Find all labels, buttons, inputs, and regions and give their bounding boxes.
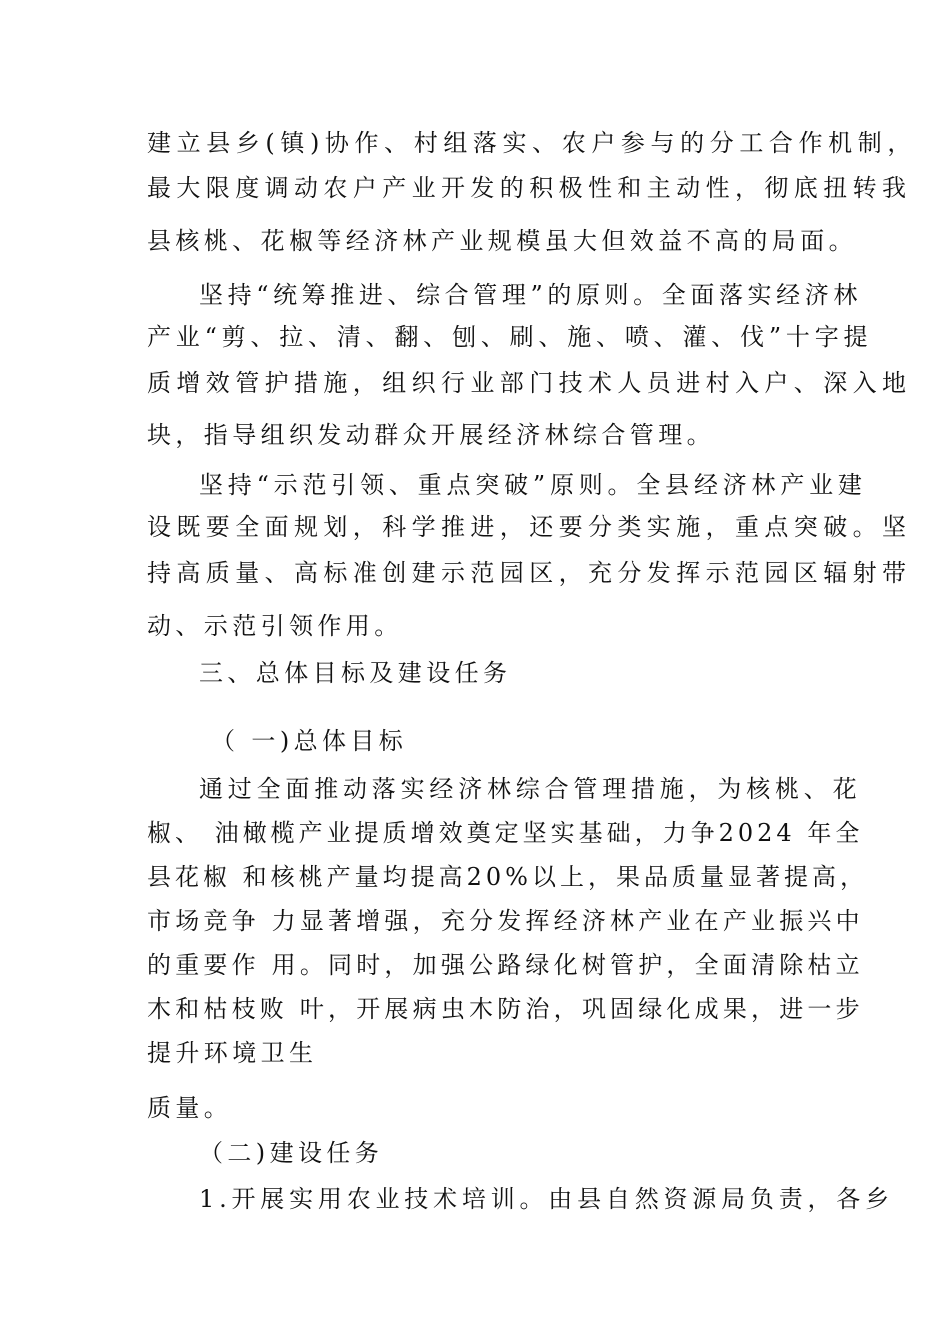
text-line-17: 市场竞争 力显著增强，充分发挥经济林产业在产业振兴中 [147,907,864,935]
text-line-7: 块，指导组织发动群众开展经济林综合管理。 [147,421,715,449]
text-line-11: 动、示范引领作用。 [147,612,403,640]
text-line-2: 最大限度调动农户产业开发的积极性和主动性，彻底扭转我 [147,174,912,202]
text-line-8: 坚持“示范引领、重点突破”原则。全县经济林产业建 [199,471,867,499]
subsection-heading-2: （二)建设任务 [199,1139,384,1167]
text-line-14: 通过全面推动落实经济林综合管理措施，为核桃、花 [199,775,862,803]
text-line-19: 木和枯枝败 叶，开展病虫木防治，巩固绿化成果，进一步 [147,995,864,1023]
section-heading: 三、总体目标及建设任务 [199,659,512,687]
text-line-23: 1.开展实用农业技术培训。由县自然资源局负责，各乡 [199,1185,894,1213]
subsection-heading-1: （ 一)总体目标 [211,727,408,755]
text-line-10: 持高质量、高标准创建示范园区，充分发挥示范园区辐射带 [147,559,912,587]
text-line-3: 县核桃、花椒等经济林产业规模虽大但效益不高的局面。 [147,227,857,255]
text-line-9: 设既要全面规划，科学推进，还要分类实施，重点突破。坚 [147,513,912,541]
text-line-6: 质增效管护措施，组织行业部门技术人员进村入户、深入地 [147,369,912,397]
text-line-5: 产业“剪、拉、清、翻、刨、刷、施、喷、灌、伐”十字提 [147,323,873,351]
text-line-20: 提升环境卫生 [147,1039,318,1067]
text-line-18: 的重要作 用。同时，加强公路绿化树管护，全面清除枯立 [147,951,864,979]
text-line-1: 建立县乡(镇)协作、村组落实、农户参与的分工合作机制， [147,129,917,157]
text-line-4: 坚持“统筹推进、综合管理”的原则。全面落实经济林 [199,281,862,309]
text-line-16: 县花椒 和核桃产量均提高20%以上，果品质量显著提高， [147,863,868,891]
text-line-15: 椒、 油橄榄产业提质增效奠定坚实基础，力争2024 年全 [147,819,864,847]
text-line-21: 质量。 [147,1094,233,1122]
